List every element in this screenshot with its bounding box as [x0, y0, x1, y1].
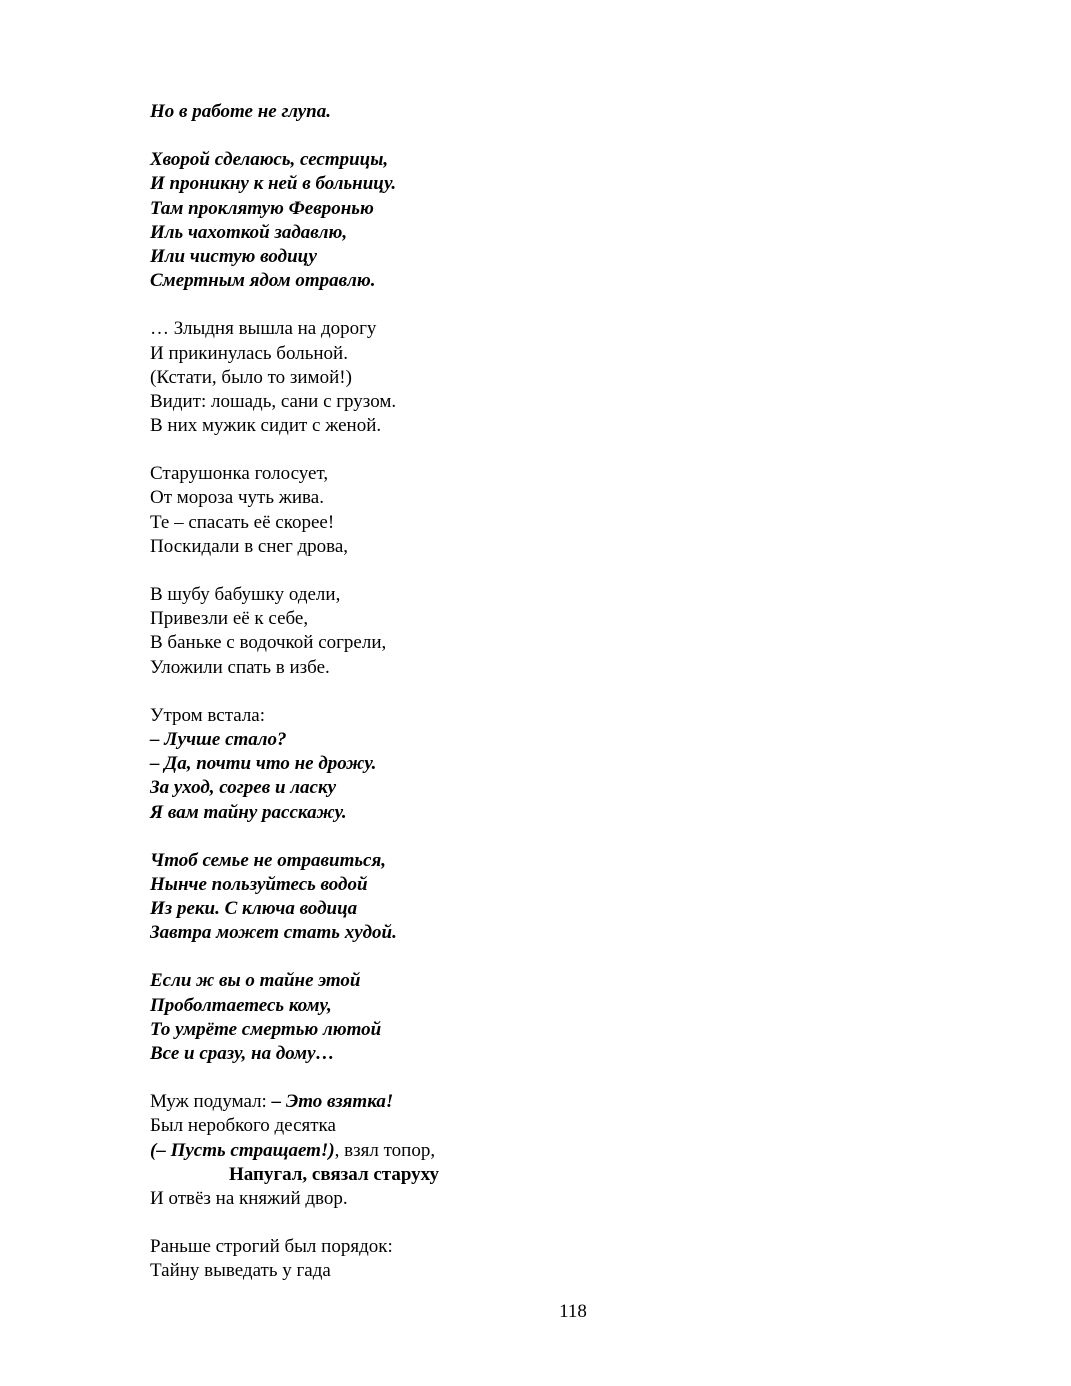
stanza — [150, 969, 950, 1066]
poem-line — [150, 511, 950, 535]
line-segment: – Это взятка! — [271, 1091, 394, 1113]
stanza — [150, 462, 950, 559]
line-segment: И отвёз на княжий двор. — [150, 1187, 348, 1209]
stanza — [150, 1235, 950, 1283]
poem-line — [150, 1187, 950, 1211]
line-segment: И проникну к ней в больницу. — [150, 173, 397, 195]
line-segment: Те – спасать её скорее! — [150, 511, 335, 533]
poem-line — [150, 390, 950, 414]
line-segment: За уход, согрев и ласку — [150, 777, 337, 799]
poem-line — [150, 752, 950, 776]
poem-line — [150, 1042, 950, 1066]
line-segment: Тайну выведать у гада — [150, 1260, 331, 1282]
poem-line — [150, 1235, 950, 1259]
poem-line — [150, 994, 950, 1018]
line-segment: От мороза чуть жива. — [150, 487, 324, 509]
poem-line — [150, 969, 950, 993]
poem-line — [150, 100, 950, 124]
poem-line — [150, 366, 950, 390]
line-segment: В баньке с водочкой согрели, — [150, 632, 387, 654]
line-segment: (Кстати, было то зимой!) — [150, 366, 352, 388]
poem-line — [150, 1090, 950, 1114]
line-segment: Там проклятую Февронью — [150, 197, 374, 219]
poem-line — [150, 1259, 950, 1283]
line-segment: Все и сразу, на дому… — [150, 1043, 335, 1064]
line-segment: Муж подумал: — [150, 1091, 272, 1113]
stanza — [150, 849, 950, 946]
stanza — [150, 317, 950, 438]
line-segment: Старушонка голосует, — [150, 463, 329, 485]
line-segment: (– Пусть стращает!) — [150, 1139, 335, 1161]
poem-line — [150, 776, 950, 800]
line-segment: – Лучше стало? — [150, 728, 287, 750]
line-segment: Завтра может стать худой. — [150, 922, 397, 944]
line-segment: Раньше строгий был порядок: — [150, 1236, 393, 1258]
line-segment: Иль чахоткой задавлю, — [150, 221, 348, 243]
poem-line — [150, 728, 950, 752]
poem-line — [150, 172, 950, 196]
line-segment: И прикинулась больной. — [150, 342, 348, 364]
stanza — [150, 100, 950, 124]
poem-line — [150, 631, 950, 655]
poem-line — [150, 656, 950, 680]
line-segment: Привезли её к себе, — [150, 608, 309, 630]
poem-line — [150, 897, 950, 921]
poem-line — [150, 583, 950, 607]
stanza — [150, 148, 950, 293]
poem-line — [150, 148, 950, 172]
line-segment: Нынче пользуйтесь водой — [150, 873, 368, 895]
line-segment: Поскидали в снег дрова, — [150, 535, 349, 557]
line-segment: Из реки. С ключа водица — [150, 898, 358, 920]
poem-text — [150, 100, 950, 1308]
line-segment: Напугал, связал старуху — [229, 1163, 439, 1185]
poem-line — [150, 245, 950, 269]
poem-line — [150, 221, 950, 245]
poem-line — [150, 801, 950, 825]
line-segment: , взял топор, — [334, 1139, 436, 1161]
line-segment: Если ж вы о тайне этой — [150, 970, 361, 992]
poem-line — [150, 269, 950, 293]
line-segment: – Да, почти что не дрожу. — [150, 753, 377, 775]
poem-line — [150, 414, 950, 438]
stanza — [150, 704, 950, 825]
poem-line — [150, 486, 950, 510]
poem-line — [150, 535, 950, 559]
poem-line — [150, 704, 950, 728]
poem-line — [150, 462, 950, 486]
line-segment: Я вам тайну расскажу. — [150, 801, 347, 823]
line-segment: Проболтаетесь кому, — [150, 994, 332, 1016]
poem-line — [150, 1018, 950, 1042]
poem-line — [150, 317, 950, 341]
poem-line — [150, 1163, 950, 1187]
line-segment: Смертным ядом отравлю. — [150, 270, 376, 292]
poem-line — [150, 873, 950, 897]
poem-line — [150, 607, 950, 631]
line-segment: В них мужик сидит с женой. — [150, 415, 382, 437]
line-segment: Но в работе не глупа. — [150, 101, 331, 122]
stanza — [150, 1090, 950, 1211]
line-segment: Был неробкого десятка — [150, 1115, 336, 1137]
line-segment: … Злыдня вышла на дорогу — [150, 318, 377, 340]
line-segment: То умрёте смертью лютой — [150, 1018, 382, 1040]
poem-line — [150, 342, 950, 366]
line-segment: Видит: лошадь, сани с грузом. — [150, 390, 397, 412]
page-number: 118 — [559, 1301, 587, 1322]
line-segment: Утром встала: — [150, 704, 266, 726]
poem-line — [150, 1114, 950, 1138]
poem-line — [150, 197, 950, 221]
line-segment: Хворой сделаюсь, сестрицы, — [150, 149, 389, 171]
line-segment: В шубу бабушку одели, — [150, 584, 341, 605]
poem-line — [150, 1139, 950, 1163]
line-segment: Чтоб семье не отравиться, — [150, 849, 386, 871]
poem-line — [150, 849, 950, 873]
stanza — [150, 583, 950, 680]
poem-line — [150, 921, 950, 945]
line-segment: Или чистую водицу — [150, 245, 317, 267]
line-segment: Уложили спать в избе. — [150, 656, 330, 678]
